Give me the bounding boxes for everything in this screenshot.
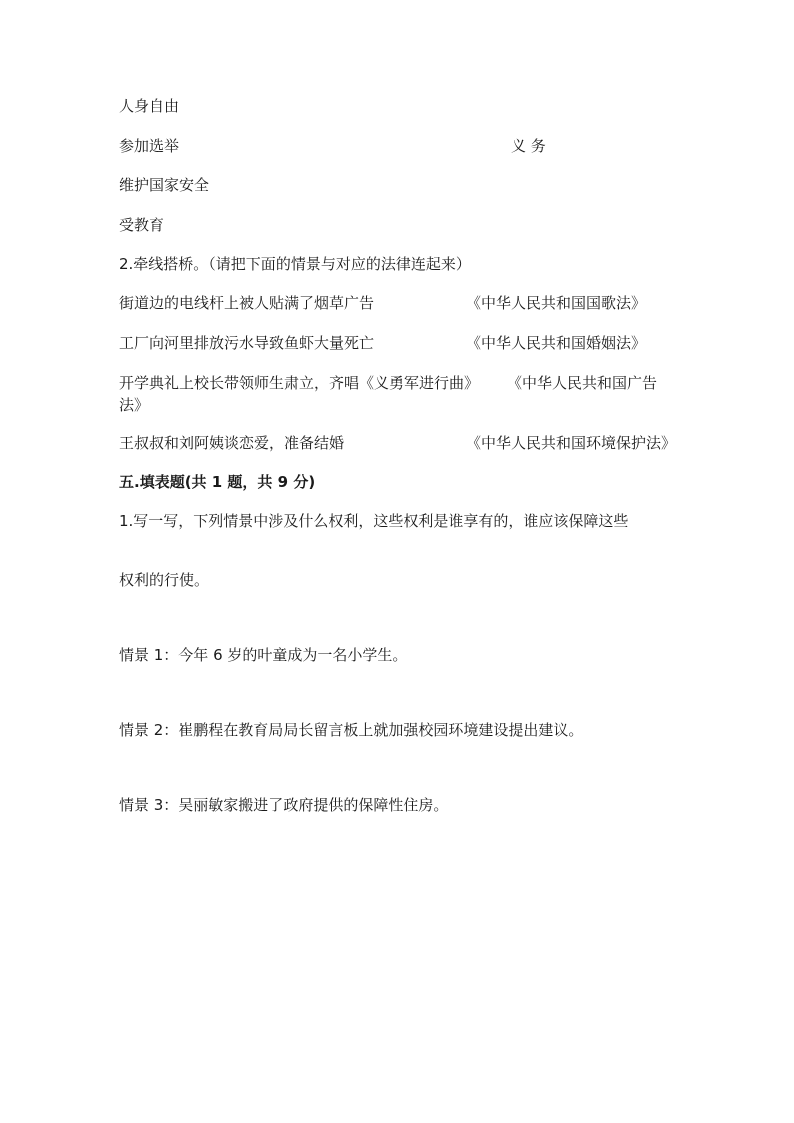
scenario-left: 街道边的电线杆上被人贴满了烟草广告: [119, 294, 375, 312]
question-1-line-1: 1.写一写，下列情景中涉及什么权利，这些权利是谁享有的，谁应该保障这些: [119, 512, 629, 530]
section-5-heading: 五.填表题(共 1 题，共 9 分): [119, 473, 316, 491]
scenario-left: 王叔叔和刘阿姨谈恋爱，准备结婚: [119, 434, 345, 452]
law-right: 《中华人民共和国婚姻法》: [466, 334, 647, 352]
question-1-line-2: 权利的行使。: [119, 571, 210, 589]
law-right: 《中华人民共和国广告法》: [119, 374, 658, 414]
right-item-national-security: 维护国家安全: [119, 176, 210, 194]
law-right: 《中华人民共和国国歌法》: [466, 294, 647, 312]
right-item-election: 参加选举: [119, 137, 180, 155]
scene-3: 情景 3：吴丽敏家搬进了政府提供的保障性住房。: [119, 796, 449, 814]
duty-label: 义 务: [511, 137, 546, 155]
scene-2: 情景 2：崔鹏程在教育局局长留言板上就加强校园环境建设提出建议。: [119, 721, 584, 739]
scene-1: 情景 1：今年 6 岁的叶童成为一名小学生。: [119, 646, 408, 664]
scenario-left: 工厂向河里排放污水导致鱼虾大量死亡: [119, 334, 375, 352]
law-right: 《中华人民共和国环境保护法》: [466, 434, 677, 452]
question-2-title: 2.牵线搭桥。（请把下面的情景与对应的法律连起来）: [119, 255, 471, 273]
right-item-personal-freedom: 人身自由: [119, 97, 180, 115]
right-item-education: 受教育: [119, 216, 165, 234]
scenario-left: 开学典礼上校长带领师生肃立，齐唱《义勇军进行曲》: [119, 374, 480, 392]
scenario-left-wrapped: [119, 372, 679, 416]
